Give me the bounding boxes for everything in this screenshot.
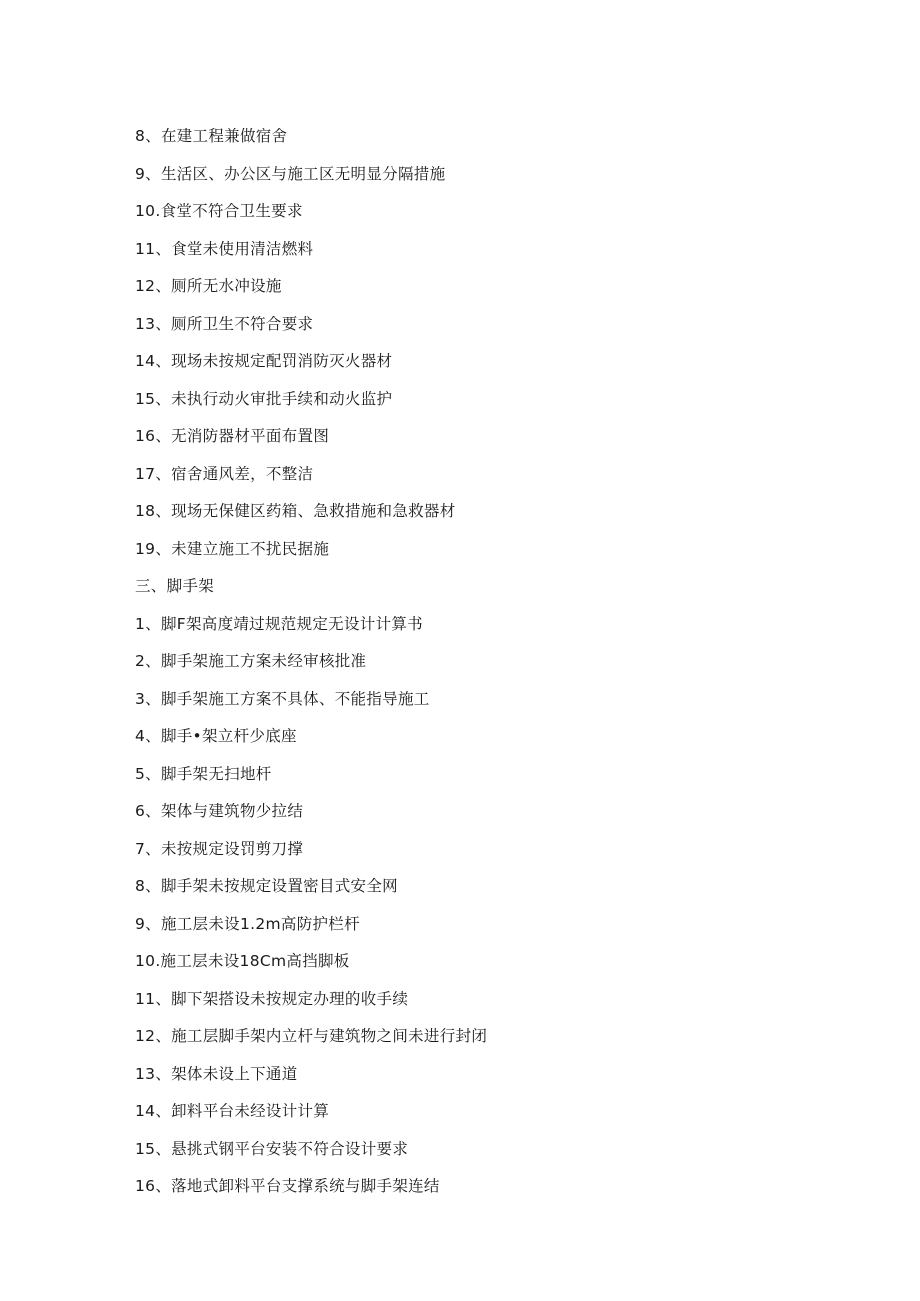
list-item: 1、脚F架高度靖过规范规定无设计计算书 — [135, 614, 423, 633]
list-item: 14、卸料平台未经设计计算 — [135, 1102, 330, 1120]
section-heading: 三、脚手架 — [135, 577, 215, 595]
list-item: 17、宿舍通风差，不整洁 — [135, 464, 314, 483]
list-item: 9、施工层未设1.2m高防护栏杆 — [135, 914, 360, 933]
list-item: 7、未按规定设罚剪刀撑 — [135, 839, 304, 858]
list-item: 12、厕所无水冲设施 — [135, 277, 282, 295]
document-body — [135, 123, 855, 1211]
list-item: 6、架体与建筑物少拉结 — [135, 802, 304, 820]
list-item: 11、食堂未使用清洁燃料 — [135, 239, 314, 258]
list-item: 11、脚下架搭设未按规定办理的收手续 — [135, 989, 409, 1008]
list-item: 2、脚手架施工方案未经审核批准 — [135, 652, 367, 670]
list-item: 10.施工层未设18Cm高挡脚板 — [135, 952, 350, 970]
list-item: 3、脚手架施工方案不具体、不能指导施工 — [135, 689, 430, 708]
list-item: 16、落地式卸料平台支撑系统与脚手架连结 — [135, 1177, 440, 1195]
list-item: 15、悬挑式钢平台安装不符合设计要求 — [135, 1139, 409, 1158]
list-item: 13、厕所卫生不符合要求 — [135, 314, 314, 333]
list-item: 8、脚手架未按规定设置密目式安全网 — [135, 877, 398, 895]
list-item: 12、施工层脚手架内立杆与建筑物之间未进行封闭 — [135, 1027, 488, 1045]
list-item: 16、无消防器材平面布置图 — [135, 427, 330, 445]
list-item: 14、现场未按规定配罚消防灭火器材 — [135, 352, 393, 370]
list-item: 8、在建工程兼做宿舍 — [135, 127, 288, 145]
list-item: 18、现场无保健区药箱、急救措施和急救器材 — [135, 502, 456, 520]
list-item: 19、未建立施工不扰民据施 — [135, 539, 330, 558]
list-item: 4、脚手•架立杆少底座 — [135, 727, 297, 745]
list-item: 9、生活区、办公区与施工区无明显分隔措施 — [135, 164, 446, 183]
list-item: 5、脚手架无扫地杆 — [135, 764, 272, 783]
list-item: 15、未执行动火审批手续和动火监护 — [135, 389, 393, 408]
list-item: 13、架体未设上下通道 — [135, 1064, 298, 1083]
list-item: 10.食堂不符合卫生要求 — [135, 202, 303, 220]
